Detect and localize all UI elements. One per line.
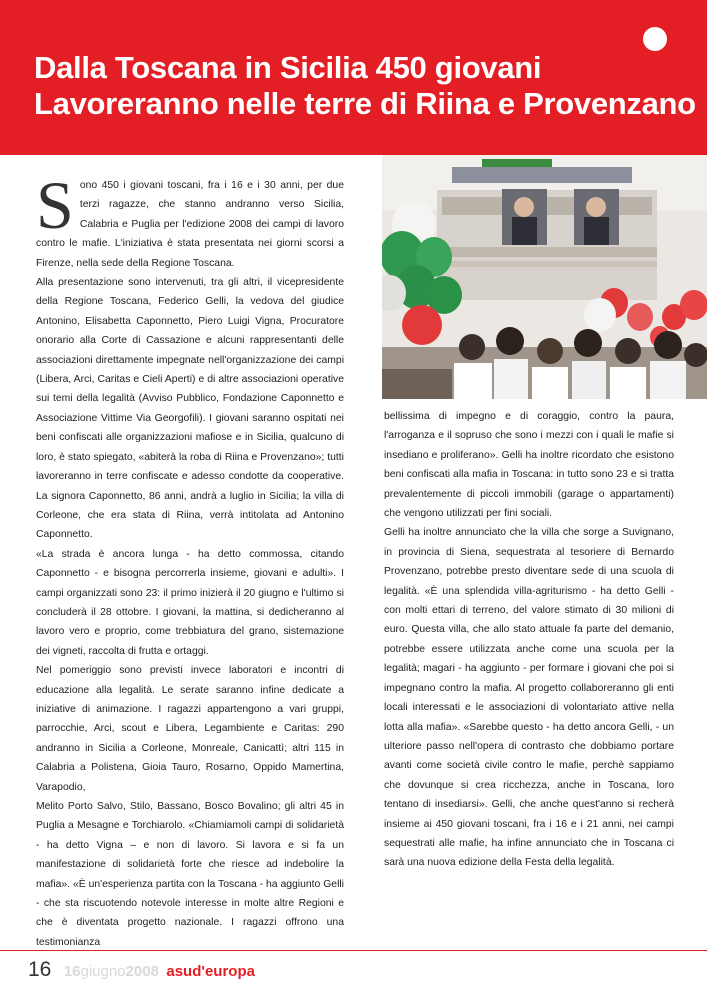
footer-date-day: 16: [63, 963, 81, 980]
footer-date-month: giugno: [80, 963, 126, 980]
decorative-dot: [643, 27, 667, 51]
title-line-1: Dalla Toscana in Sicilia 450 giovani: [34, 50, 542, 85]
article-title: [34, 50, 696, 122]
photo-illustration: [382, 155, 707, 399]
title-line-2: Lavoreranno nelle terre di Riina e Provenzano: [34, 86, 696, 121]
article-column-right: [384, 407, 674, 873]
paragraph-1: [36, 167, 344, 273]
article-column-left: [36, 167, 344, 952]
publication-name: asud'europa: [166, 963, 255, 980]
header-banner: [0, 0, 707, 155]
footer-divider: [0, 950, 707, 951]
paragraph-2: Alla presentazione sono intervenuti, tra gli altri, il vicepresidente della Regione Toscana, Federico Gelli, la vedova del giudice Antonino, Elisabetta Caponnetto, Piero Luigi Vigna, Procuratore onorario alla Corte di Cassazione e alcuni rappresentanti delle associazioni direttamente impegnate nell'organizzazione dei campi (Libera, Arci, Caritas e Cieli Aperti) e di altre associazioni operative sui temi della legalità (Avviso Pubblico, Fondazione Caponnetto e Associazione Vittime Via Georgofili). I giovani saranno ospitati nei beni confiscati alle organizzazioni mafiose e in Sicilia, qualcuno di loro, è stato spiegato, «abiterà la roba di Riina e Provenzano»; tutti lavoreranno in terre confiscate e adesso condotte da cooperative. La signora Caponnetto, 86 anni, andrà a luglio in Sicilia; la villa di Corleone, che era stata di Riina, verrà intitolata ad Antonino Caponnetto.: [36, 277, 344, 541]
paragraph-1-text: ono 450 i giovani toscani, fra i 16 e i 30 anni, per due terzi ragazze, che stanno andranno verso Sicilia, Calabria e Puglia per l'edizione 2008 dei campi di lavoro contro le mafie. L'iniziativa è stata presentata nei giorni scorsi a Firenze, nella sede della Regione Toscana.: [36, 180, 344, 269]
drop-cap: S: [36, 167, 74, 243]
page-number: 16: [28, 958, 52, 981]
paragraph-4: Nel pomeriggio sono previsti invece laboratori e incontri di educazione alla legalità. Le serate saranno infine dedicate a iniziative di animazione. I ragazzi appartengono a vari gruppi, parrocchie, Arci, scout e Libera, Legambiente e Caritas: 290 andranno in Sicilia a Corleone, Monreale, Canicattì; altri 115 in Calabria a Polistena, Gioia Tauro, Rosarno, Oppido Mamertina, Varapodio,: [36, 665, 344, 793]
paragraph-3: «La strada è ancora lunga - ha detto commossa, citando Caponnetto - e bisogna percorrerla insieme, giovani e adulti». I campi organizzati sono 23: il primo inizierà il 20 giugno e l'ultimo si concluderà il 28 ottobre. I giovani, la mattina, si dedicheranno al lavoro vero e proprio, come trebbiatura del grano, sistemazione dei vigneti, raccolta di frutta e ortaggi.: [36, 548, 344, 657]
footer-date-year: 2008: [125, 963, 159, 980]
paragraph-6: bellissima di impegno e di coraggio, contro la paura, l'arroganza e il sopruso che sono i mezzi con i quali le mafie si insediano e proliferano». Gelli ha inoltre ricordato che esistono beni confiscati alla mafia in Toscana: in tutto sono 23 e si tratta prevalentemente di piccoli immobili (garage o appartamenti) che vengono utilizzati per fini sociali.: [384, 411, 674, 520]
article-photo: [382, 155, 707, 399]
paragraph-5: Melito Porto Salvo, Stilo, Bassano, Bosco Bovalino; gli altri 45 in Puglia a Mesagne e Torchiarolo. «Chiamiamoli campi di solidarietà - ha detto Vigna – e non di lavoro. Si lavora e si fa un manifestazione di solidarietà forte che riesce ad indebolire la mafia». «È un'esperienza partita con la Toscana - ha aggiunto Gelli - che sta riscuotendo notevole interesse in molte altre Regioni e che è diventata progetto nazionale. I ragazzi offrono una testimonianza: [36, 801, 344, 948]
paragraph-7: Gelli ha inoltre annunciato che la villa che sorge a Suvignano, in provincia di Siena, sequestrata al tesoriere di Bernardo Provenzano, potrebbe presto diventare sede di una scuola di legalità. «È una splendida villa-agriturismo - ha detto Gelli - con molti ettari di terreno, del valore stimato di 30 milioni di euro. Questa villa, che allo stato attuale fa parte del demanio, potrebbe essere utilizzata anche come una scuola per la legalità; magari - ha aggiunto - per formare i giovani che poi si impegnano contro la mafia. Al progetto collaboreranno gli enti locali interessati e le associazioni di volontariato attive nella lotta alla mafia». «Sarebbe questo - ha detto ancora Gelli, - un ulteriore passo nell'opera di contrasto che dobbiamo portare avanti come società civile contro le mafie, perchè sappiamo che dovunque si crea ricchezza, anche in Toscana, loro tentano di insediarsi». Gelli, che anche quest'anno si recherà insieme ai 450 giovani toscani, fra i 16 e i 21 anni, nei campi sequestrati alle mafie, ha infine annunciato che in Toscana ci sarà una nuova edizione della Festa della legalità.: [384, 527, 674, 869]
page-footer: [28, 958, 255, 982]
